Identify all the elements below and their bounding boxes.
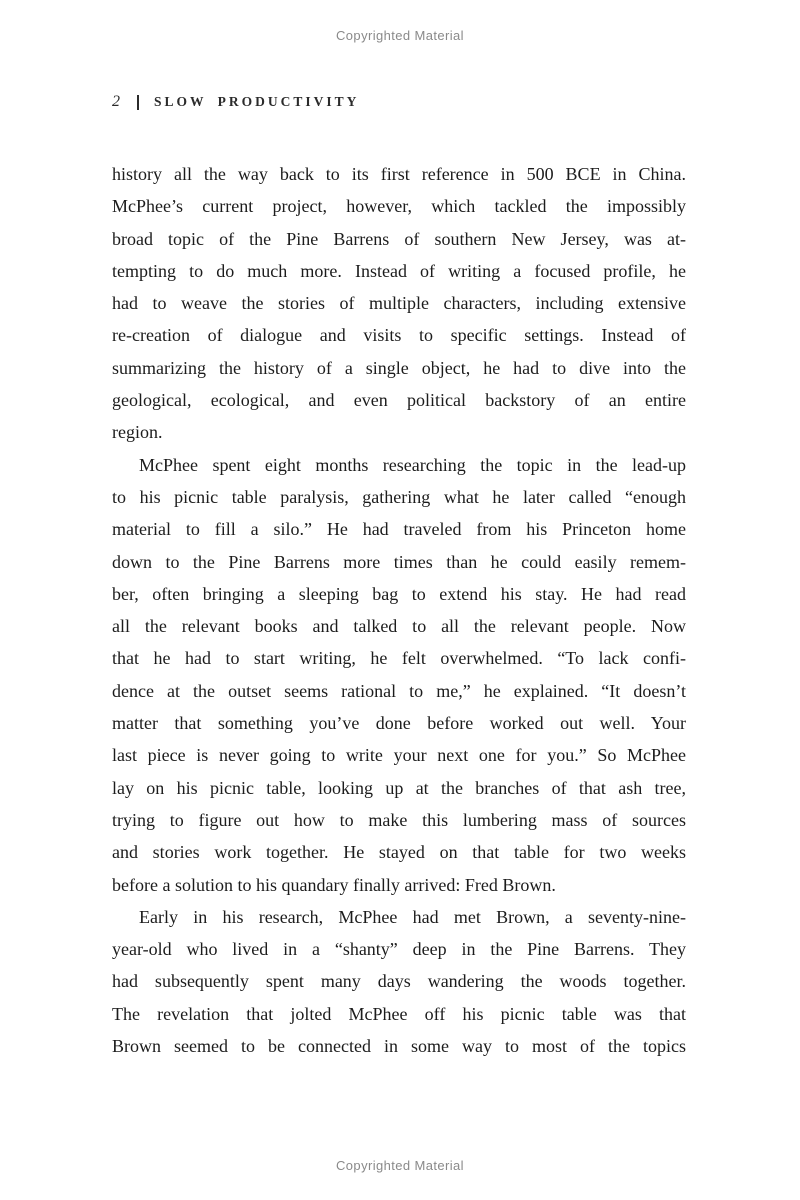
text-line: matter that something you’ve done before worked out well. Your (112, 713, 686, 734)
text-line: Brown seemed to be connected in some way to most of the topics (112, 1036, 686, 1057)
text-line: dence at the outset seems rational to me,” he explained. “It doesn’t (112, 680, 686, 701)
copyright-notice-top: Copyrighted Material (336, 28, 464, 43)
text-line: McPhee’s current project, however, which tackled the impossibly (112, 196, 686, 217)
text-line: region. (112, 422, 163, 443)
paragraph (112, 449, 686, 901)
text-line: broad topic of the Pine Barrens of southern New Jersey, was at- (112, 228, 686, 249)
book-title: SLOW PRODUCTIVITY (154, 94, 360, 109)
text-line: lay on his picnic table, looking up at the branches of that ash tree, (112, 777, 686, 798)
text-line: Early in his research, McPhee had met Brown, a seventy-nine- (139, 906, 686, 927)
text-line: geological, ecological, and even political backstory of an entire (112, 390, 686, 411)
text-line: material to fill a silo.” He had traveled from his Princeton home (112, 519, 686, 540)
text-line: year-old who lived in a “shanty” deep in the Pine Barrens. They (112, 939, 686, 960)
copyright-notice-bottom: Copyrighted Material (336, 1158, 464, 1173)
text-line: had to weave the stories of multiple characters, including extensive (112, 293, 686, 314)
header-divider (137, 95, 139, 110)
text-line: had subsequently spent many days wandering the woods together. (112, 971, 686, 992)
text-line: before a solution to his quandary finally arrived: Fred Brown. (112, 874, 556, 895)
text-line: trying to figure out how to make this lumbering mass of sources (112, 809, 686, 830)
text-line: ber, often bringing a sleeping bag to extend his stay. He had read (112, 583, 686, 604)
text-line: history all the way back to its first reference in 500 BCE in China. (112, 164, 686, 184)
running-header (112, 93, 359, 111)
text-line: that he had to start writing, he felt overwhelmed. “To lack confi- (112, 648, 686, 669)
text-line: tempting to do much more. Instead of writing a focused profile, he (112, 260, 686, 281)
text-line: to his picnic table paralysis, gathering what he later called “enough (112, 486, 686, 507)
text-line: last piece is never going to write your next one for you.” So McPhee (112, 745, 686, 766)
paragraph (112, 901, 686, 1062)
text-line: McPhee spent eight months researching the topic in the lead-up (139, 454, 686, 475)
text-line: The revelation that jolted McPhee off his picnic table was that (112, 1003, 686, 1024)
text-line: summarizing the history of a single object, he had to dive into the (112, 357, 686, 378)
text-line: down to the Pine Barrens more times than he could easily remem- (112, 551, 686, 572)
text-line: and stories work together. He stayed on that table for two weeks (112, 842, 686, 863)
page-number: 2 (112, 93, 120, 110)
text-line: all the relevant books and talked to all the relevant people. Now (112, 616, 686, 637)
paragraph (112, 158, 686, 449)
page-body (112, 158, 686, 1062)
text-line: re-creation of dialogue and visits to specific settings. Instead of (112, 325, 686, 346)
